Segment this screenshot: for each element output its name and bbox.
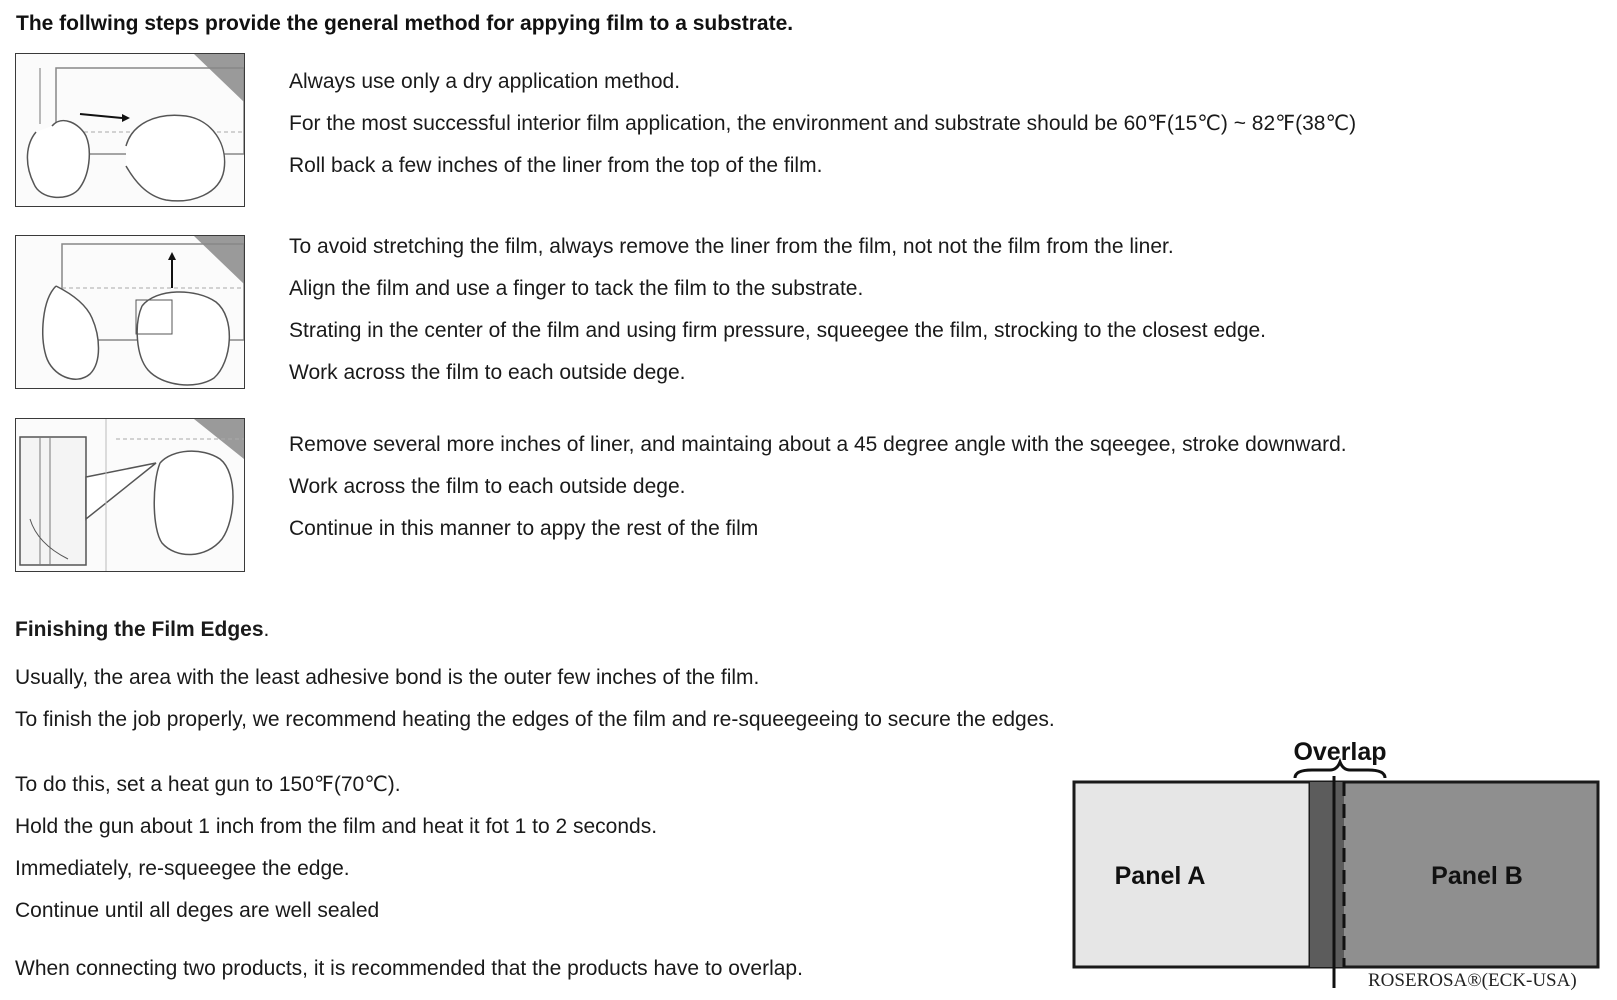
finishing-heading-suffix: . xyxy=(263,618,270,641)
finishing-intro-line: To finish the job properly, we recommend heating the edges of the film and re-squeegeeing to secure the edges. xyxy=(15,708,1055,731)
hands-rolling-back-liner-icon xyxy=(16,54,244,206)
heat-step-line: To do this, set a heat gun to 150℉(70℃). xyxy=(15,773,401,796)
step-2-line: Work across the film to each outside dege. xyxy=(289,361,686,384)
hand-tacking-film-icon xyxy=(16,236,244,388)
step-1-line: For the most successful interior film application, the environment and substrate should be 60℉(15℃) ~ 82℉(38℃) xyxy=(289,112,1357,135)
finishing-intro xyxy=(15,657,1055,741)
step-1-line: Always use only a dry application method. xyxy=(289,70,681,93)
heat-step-line: Hold the gun about 1 inch from the film and heat it fot 1 to 2 seconds. xyxy=(15,815,658,838)
step-2-line: Align the film and use a finger to tack the film to the substrate. xyxy=(289,277,864,300)
overlap-note-block xyxy=(15,957,803,981)
step-2-illustration xyxy=(15,235,245,389)
overlap-diagram-svg xyxy=(1062,732,1610,990)
hand-squeegee-film-icon xyxy=(16,419,244,571)
overlap-note: When connecting two products, it is recommended that the products have to overlap. xyxy=(15,957,803,980)
overlap-zone xyxy=(1310,782,1344,967)
step-3-text xyxy=(289,424,1347,550)
step-1-text xyxy=(289,61,1356,187)
step-3-line: Remove several more inches of liner, and maintaing about a 45 degree angle with the sqeegee, stroke downward. xyxy=(289,433,1347,456)
panel-b-label: Panel B xyxy=(1431,862,1523,890)
overlap-diagram xyxy=(1062,732,1610,995)
step-2-line: To avoid stretching the film, always remove the liner from the film, not not the film from the liner. xyxy=(289,235,1174,258)
finishing-intro-line: Usually, the area with the least adhesive bond is the outer few inches of the film. xyxy=(15,666,760,689)
heat-step-line: Immediately, re-squeegee the edge. xyxy=(15,857,350,880)
overlap-label: Overlap xyxy=(1293,738,1387,766)
step-1-line: Roll back a few inches of the liner from the top of the film. xyxy=(289,154,823,177)
step-2-line: Strating in the center of the film and using firm pressure, squeegee the film, strocking to the closest edge. xyxy=(289,319,1267,342)
step-2-text xyxy=(289,226,1266,394)
heat-step-line: Continue until all deges are well sealed xyxy=(15,899,380,922)
step-3-line: Work across the film to each outside dege. xyxy=(289,475,686,498)
finishing-heat-steps xyxy=(15,764,657,932)
page-title: The follwing steps provide the general method for appying film to a substrate. xyxy=(16,12,794,35)
step-1-illustration xyxy=(15,53,245,207)
step-3-illustration xyxy=(15,418,245,572)
panel-a-label: Panel A xyxy=(1114,862,1206,890)
watermark: ROSEROSA®(ECK-USA) xyxy=(1368,970,1577,991)
step-3-line: Continue in this manner to appy the rest of the film xyxy=(289,517,759,540)
finishing-heading xyxy=(15,618,269,642)
finishing-heading-text: Finishing the Film Edges xyxy=(15,618,264,641)
